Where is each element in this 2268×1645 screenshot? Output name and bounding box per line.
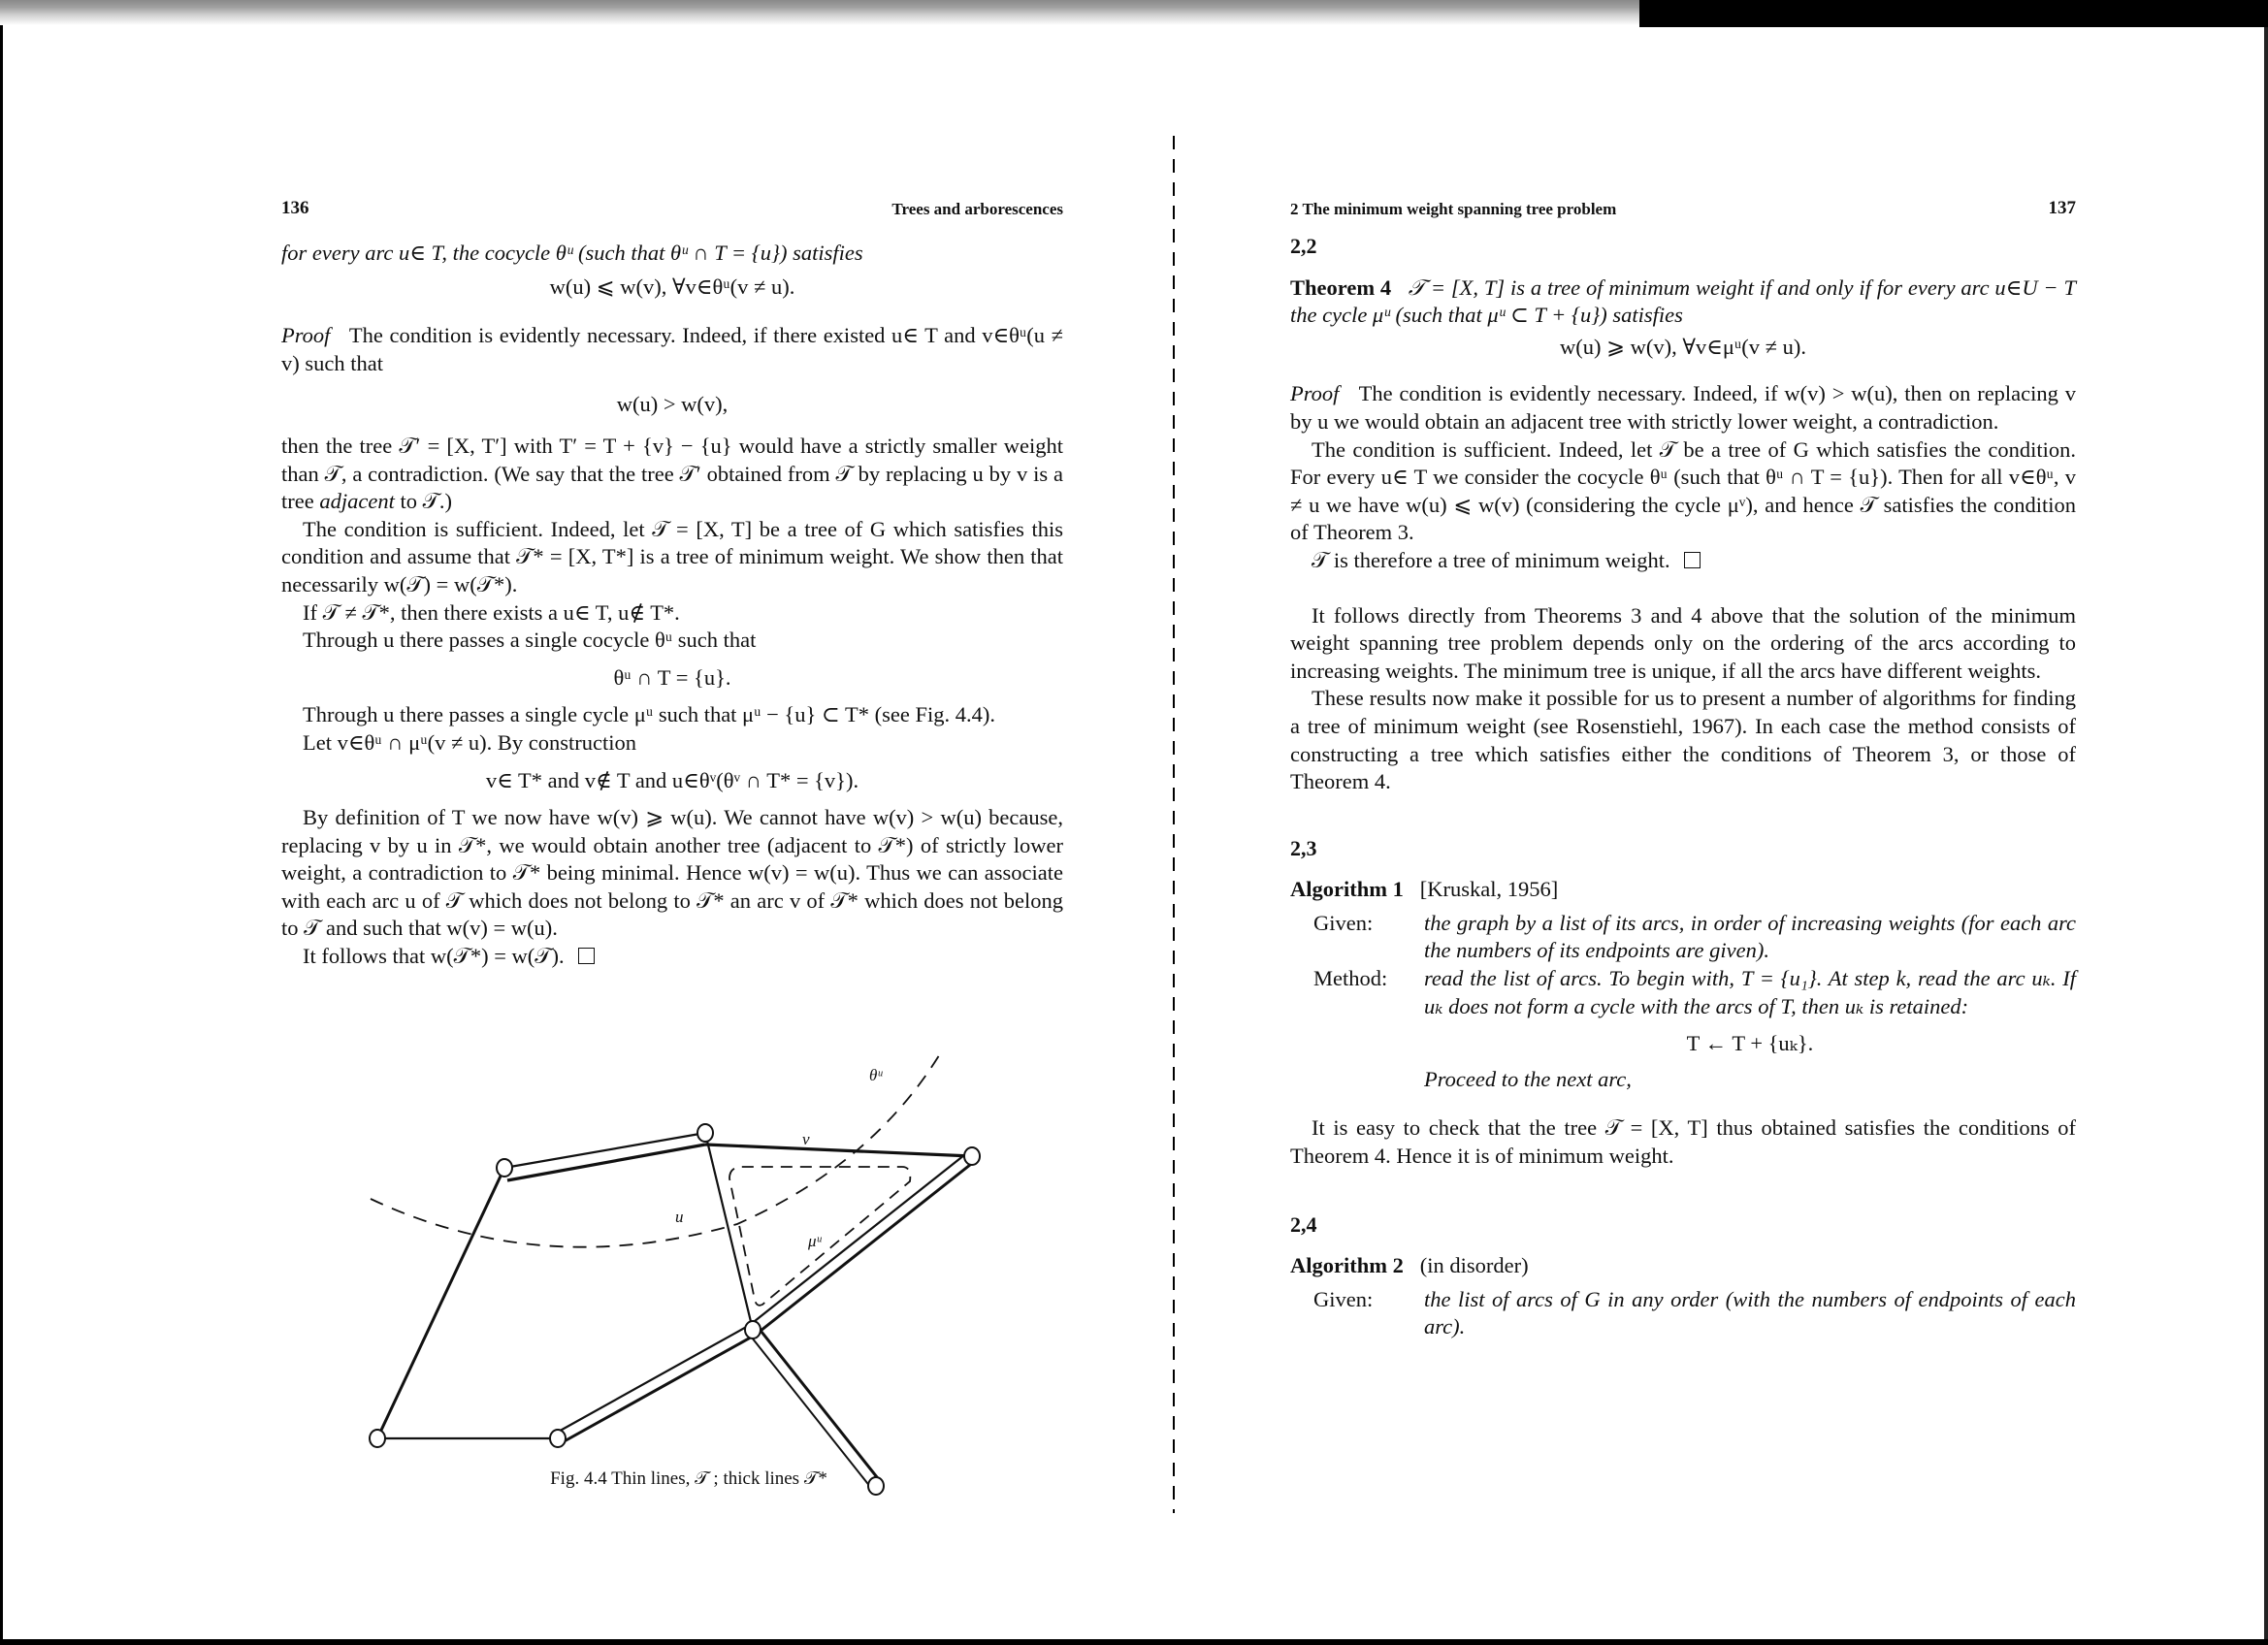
thick-edge [705, 1145, 972, 1156]
display-equation: w(u) ⩽ w(v), ∀v∈θᵘ(v ≠ u). [549, 274, 795, 299]
display-equation: T ← T + {uₖ}. [1686, 1031, 1814, 1056]
algorithm-reference: [Kruskal, 1956] [1419, 877, 1559, 902]
display-equation: w(u) ⩾ w(v), ∀v∈μᵘ(v ≠ u). [1560, 334, 1806, 359]
page-number: 136 [281, 198, 309, 218]
paragraph: These results now make it possible for us to present a number of algorithms for finding a tree of minimum weight (see Rosenstiehl, 1967). In each case the method consists of constructing a tree which satisfies either the conditions of Theorem 3, or those of Theorem 4. [1290, 686, 2076, 794]
method-text: read the list of arcs. To begin with, T = {u₁}. At step k, read the arc uₖ. If uₖ does not form a cycle with the arcs of T, then uₖ is retained: [1424, 966, 2076, 1018]
right-body [1290, 233, 2076, 1341]
double-edge [507, 1145, 705, 1180]
proof-paragraph [281, 322, 1063, 377]
paragraph: It is easy to check that the tree 𝒯 = [X, T] thus obtained satisfies the conditions of Theorem 4. Hence it is of minimum weight. [1290, 1115, 2076, 1169]
given-text: the graph by a list of its arcs, in order of increasing weights (for each arc the numbers of its endpoints are given). [1424, 910, 2076, 963]
theorem-continuation: for every arc u∈ T, the cocycle θᵘ (such that θᵘ ∩ T = {u}) satisfies [281, 241, 863, 265]
given-text: the list of arcs of G in any order (with the numbers of endpoints of each arc). [1424, 1286, 2076, 1339]
paragraph: By definition of T we now have w(v) ⩾ w(u). We cannot have w(v) > w(u) because, replacing v by u in 𝒯*, we would obtain another tree (adjacent to 𝒯*) of strictly lower weight, a contradiction to 𝒯* being minimal. Hence w(v) = w(u). Thus we can associate with each arc u of 𝒯 which does not belong to 𝒯* an arc v of 𝒯* which does not belong to 𝒯 and such that w(v) = w(u). [281, 805, 1063, 941]
paragraph-text: to 𝒯.) [400, 489, 452, 514]
proof-paragraph [1290, 380, 2076, 435]
graph-node [497, 1159, 512, 1177]
paragraph-text: 𝒯 is therefore a tree of minimum weight. [1312, 547, 1670, 572]
label-theta-u: θᵘ [869, 1066, 883, 1084]
label-mu-u: μᵘ [808, 1232, 822, 1250]
double-edge [748, 1327, 881, 1488]
cocycle-dashed-curve [371, 1052, 941, 1247]
scan-border-right [2264, 27, 2268, 1645]
paragraph: Let v∈θᵘ ∩ μᵘ(v ≠ u). By construction [303, 729, 637, 755]
given-label: Given: [1313, 1286, 1374, 1311]
theorem-label: Theorem 4 [1290, 274, 1392, 300]
graph-node [745, 1321, 761, 1339]
paragraph: Through u there passes a single cycle μᵘ such that μᵘ − {u} ⊂ T* (see Fig. 4.4). [303, 702, 995, 727]
paragraph-text: then the tree 𝒯′ = [X, T′] with T′ = T + {v} − {u} would have a strictly smaller weight than 𝒯, a contradiction. (We say that the tree 𝒯′ obtained from 𝒯 by replacing u by v is a tree [281, 433, 1063, 514]
left-running-head [281, 198, 1063, 221]
right-running-head [1290, 198, 2076, 221]
double-edge [750, 1151, 975, 1335]
algorithm-heading [1290, 876, 2076, 904]
qed-box-icon [1684, 552, 1701, 568]
paragraph: If 𝒯 ≠ 𝒯*, then there exists a u∈ T, u∉ T*. [303, 599, 680, 625]
qed-box-icon [578, 948, 595, 964]
proof-text: The condition is evidently necessary. Indeed, if w(v) > w(u), then on replacing v by u we would obtain an adjacent tree with strictly lower weight, a contradiction. [1290, 381, 2077, 434]
algorithm-step: Proceed to the next arc, [1424, 1066, 1632, 1091]
paragraph [1290, 547, 2076, 575]
algorithm-heading [1290, 1252, 2076, 1280]
double-edge [555, 1325, 756, 1443]
scan-noise-top [0, 0, 1639, 25]
running-title: Trees and arborescences [891, 200, 1063, 218]
algorithm-reference: (in disorder) [1419, 1253, 1529, 1278]
graph-node [370, 1430, 385, 1447]
theorem-text: 𝒯 = [X, T] is a tree of minimum weight if and only if for every arc u∈U − T the cycle μᵘ (such that μᵘ ⊂ T + {u}) satisfies [1290, 274, 2076, 328]
algorithm-given-row [1290, 910, 2076, 965]
page-number: 137 [2048, 198, 2076, 218]
paragraph-text: It follows that w(𝒯*) = w(𝒯). [303, 944, 565, 969]
algorithm-label: Algorithm 2 [1290, 1253, 1404, 1278]
paragraph: It follows directly from Theorems 3 and 4 above that the solution of the minimum weight spanning tree problem depends only on the ordering of the arcs according to increasing weights. The minimum tree is unique, if all the arcs have different weights. [1290, 602, 2076, 683]
method-label: Method: [1313, 966, 1388, 991]
given-label: Given: [1313, 910, 1374, 935]
algorithm-label: Algorithm 1 [1290, 877, 1404, 902]
section-number: 2,3 [1290, 835, 1317, 860]
label-u: u [675, 1208, 684, 1226]
section-number: 2,4 [1290, 1211, 1317, 1237]
running-title: 2 The minimum weight spanning tree problem [1290, 200, 1617, 218]
thick-edge [377, 1168, 504, 1438]
theorem-4 [1290, 274, 2076, 330]
figure-caption: Fig. 4.4 Thin lines, 𝒯 ; thick lines 𝒯* [550, 1468, 827, 1489]
display-equation: v∈ T* and v∉ T and u∈θᵛ(θᵛ ∩ T* = {v}). [485, 767, 859, 792]
paragraph: The condition is sufficient. Indeed, let 𝒯 be a tree of G which satisfies the condition. For every u∈ T we consider the cocycle θᵘ (such that θᵘ ∩ T = {u}). Then for all v∈θᵘ, v ≠ u we have w(u) ⩽ w(v) (considering the cycle μᵛ), and hence 𝒯 satisfies the condition of Theorem 3. [1290, 436, 2076, 545]
paragraph [281, 433, 1063, 516]
scan-border-top-right [1639, 0, 2268, 27]
thin-edge [504, 1133, 705, 1168]
thin-edge [705, 1133, 753, 1330]
cycle-dashed-loop [729, 1167, 910, 1306]
book-gutter [1173, 136, 1175, 1513]
graph-node [964, 1147, 980, 1165]
label-v: v [802, 1130, 810, 1148]
paragraph: The condition is sufficient. Indeed, let 𝒯 = [X, T] be a tree of G which satisfies this condition and assume that 𝒯* = [X, T*] is a tree of minimum weight. We show then that necessarily w(𝒯) = w(𝒯*). [281, 516, 1063, 597]
scan-border-bottom [0, 1639, 2268, 1645]
display-equation: θᵘ ∩ T = {u}. [613, 664, 731, 690]
section-number: 2,2 [1290, 234, 1317, 258]
display-equation: w(u) > w(v), [616, 392, 729, 417]
emphasis-term: adjacent [319, 489, 395, 514]
algorithm-method-row [1290, 965, 2076, 1020]
proof-text: The condition is evidently necessary. Indeed, if there existed u∈ T and v∈θᵘ(u ≠ v) such that [281, 323, 1063, 375]
left-body [281, 240, 1063, 971]
scan-border-left [0, 25, 3, 1645]
paragraph [281, 943, 1063, 971]
proof-label: Proof [1290, 381, 1340, 406]
proof-label: Proof [281, 323, 331, 348]
paragraph: Through u there passes a single cocycle θᵘ such that [303, 628, 757, 653]
graph-node [697, 1124, 713, 1142]
algorithm-given-row [1290, 1286, 2076, 1341]
graph-node [550, 1430, 566, 1447]
